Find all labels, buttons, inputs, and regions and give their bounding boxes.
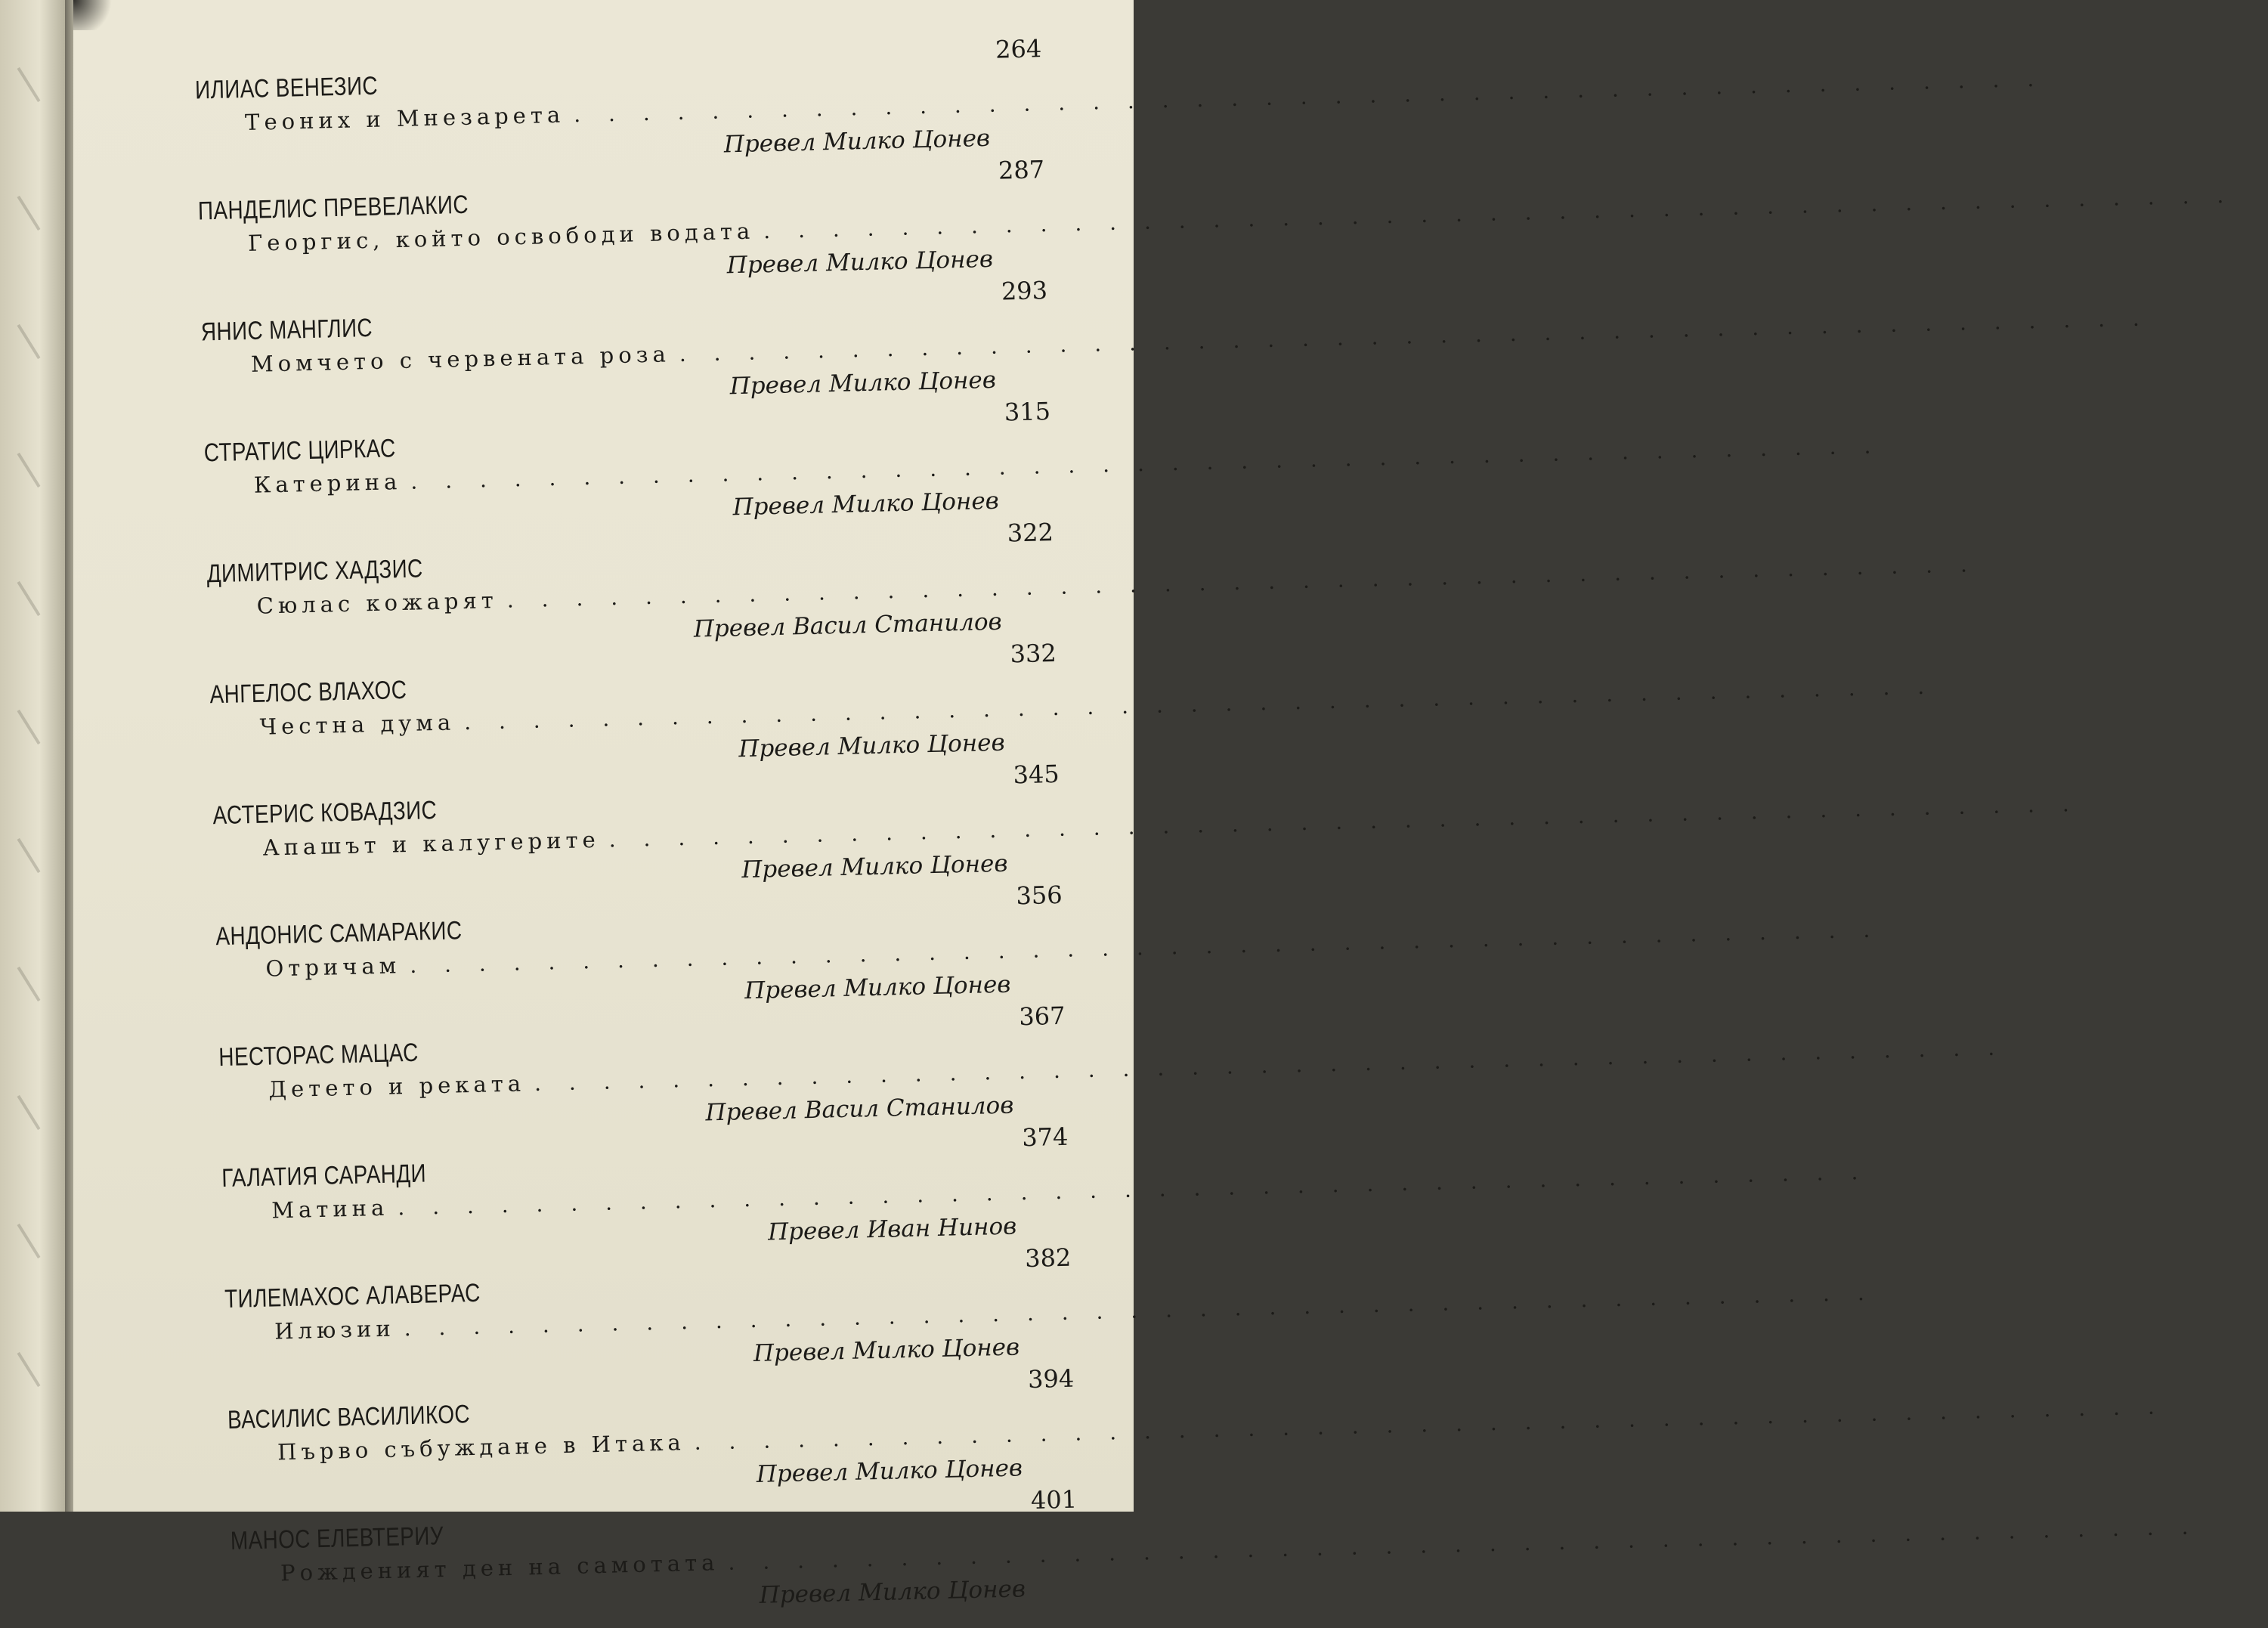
toc-entry [136,759,1091,903]
toc-entry [119,33,1074,178]
contents-page [73,0,1134,1609]
toc-entry [154,1484,1109,1628]
story-title: Георгис, който освободи водата [247,218,755,256]
toc-entry [148,1243,1103,1387]
author-name: ГАЛАТИЯ САРАНДИ [221,1159,427,1193]
page-number: 287 [998,155,1045,185]
author-name: ТИЛЕМАХОС АЛАВЕРАС [224,1278,481,1314]
dot-leader [574,67,2045,128]
translator-credit: Превел Милко Цонев [729,366,997,401]
translator-credit: Превел Васил Станилов [705,1091,1014,1127]
author-name: ИЛИАС ВЕНЕЗИС [194,71,379,105]
story-title: Теоних и Мнезарета [244,101,565,135]
page-number: 374 [1021,1122,1069,1153]
dot-leader [410,917,1881,978]
bleed-mark [17,67,41,102]
bleed-mark [17,967,41,1001]
author-name: ДИМИТРИС ХАДЗИС [206,554,424,589]
page-number: 322 [1007,517,1054,548]
story-title: Апашът и калугерите [262,826,601,861]
author-name: СТРАТИС ЦИРКАС [203,434,396,468]
toc-entry [128,396,1083,540]
dot-leader [410,433,1882,494]
bleed-mark [17,1352,41,1387]
translator-credit: Превел Милко Цонев [732,487,1000,522]
corner-shadow [73,0,119,30]
translator-credit: Превел Милко Цонев [741,850,1008,884]
toc-entry [131,517,1086,661]
story-title: Катерина [253,469,402,498]
dot-leader [534,1035,2006,1096]
translator-credit: Превел Милко Цонев [744,970,1011,1005]
author-name: НЕСТОРАС МАЦАС [218,1038,419,1072]
story-title: Честна дума [259,709,456,740]
toc-entry [151,1363,1106,1508]
author-name: ЯНИС МАНГЛИС [200,313,373,347]
story-title: Рожденият ден на самотата [280,1549,719,1586]
story-title: Матина [271,1194,389,1224]
translator-credit: Превел Милко Цонев [738,729,1005,763]
page-number: 401 [1030,1484,1078,1515]
dot-leader [728,1514,2199,1575]
translator-credit: Превел Милко Цонев [753,1333,1020,1367]
translator-credit: Превел Васил Станилов [693,608,1003,643]
dot-leader [679,305,2150,367]
bleed-mark [17,196,41,231]
table-of-contents [119,33,1109,1628]
dot-leader [763,183,2235,244]
author-name: ПАНДЕЛИС ПРЕВЕЛАКИС [197,190,469,226]
page-number: 332 [1010,638,1057,669]
story-title: Първо събуждане в Итака [277,1429,686,1466]
dot-leader [404,1280,1875,1342]
page-number: 356 [1016,880,1063,911]
story-title: Отричам [265,952,401,982]
bleed-mark [17,581,41,616]
author-name: МАНОС ЕЛЕВТЕРИУ [230,1521,444,1555]
toc-entry [122,154,1077,299]
dot-leader [506,552,1978,613]
toc-entry [142,1001,1097,1145]
author-name: ВАСИЛИС ВАСИЛИКОС [227,1400,471,1435]
toc-entry [145,1122,1100,1266]
bleed-mark [17,1224,41,1258]
author-name: АНДОНИС САМАРАКИС [215,916,463,952]
bleed-mark [17,453,41,487]
translator-credit: Превел Милко Цонев [759,1575,1026,1609]
dot-leader [464,674,1935,735]
page-number: 382 [1024,1243,1072,1274]
page-number: 345 [1013,759,1060,790]
story-title: Сюлас кожарят [256,587,499,619]
dot-leader [398,1159,1869,1221]
story-title: Детето и реката [268,1070,526,1103]
story-title: Илюзии [274,1315,396,1345]
dot-leader [608,791,2080,853]
page-number: 293 [1001,276,1048,306]
page-number: 394 [1027,1363,1075,1394]
page-number: 264 [995,34,1042,64]
bleed-mark [17,324,41,359]
facing-page-edge [0,0,72,1512]
author-name: АСТЕРИС КОВАДЗИС [212,796,438,831]
author-name: АНГЕЛОС ВЛАХОС [209,675,407,710]
toc-entry [125,275,1080,419]
translator-credit: Превел Милко Цонев [723,124,991,159]
translator-credit: Превел Милко Цонев [726,245,994,280]
bleed-mark [17,710,41,744]
toc-entry [134,638,1089,782]
story-title: Момчето с червената роза [250,341,671,377]
page-number: 367 [1018,1001,1066,1032]
toc-entry [139,880,1094,1024]
dot-leader [694,1394,2165,1455]
page-number: 315 [1004,397,1051,427]
translator-credit: Превел Милко Цонев [756,1454,1023,1488]
bleed-mark [17,1095,41,1130]
translator-credit: Превел Иван Нинов [767,1212,1017,1246]
bleed-mark [17,838,41,873]
